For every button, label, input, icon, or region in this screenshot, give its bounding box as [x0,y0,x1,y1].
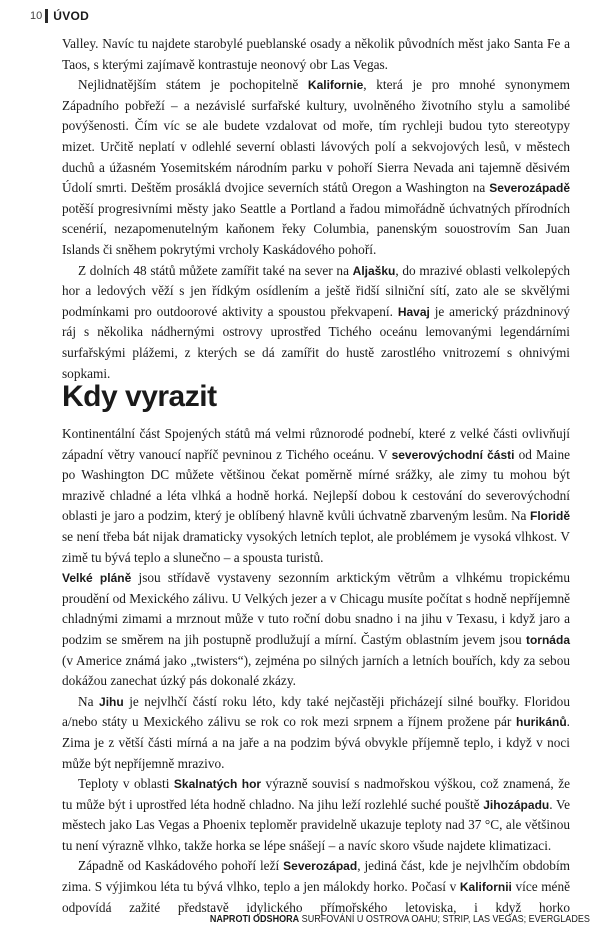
when-to-go-text [62,424,570,918]
photo-caption [210,913,590,925]
section-title: ÚVOD [53,9,90,23]
text-run: Nejlidnatějším státem je pochopitelně [78,77,308,93]
text-run: Teploty v oblasti [78,776,174,792]
text-run: , jediná část, kde je nejvlhčím obdobím zima. S výjimkou léta tu bývá vlhko, teplo a jen málokdy horko. Počasí v [62,858,570,895]
keyword: Velké pláně [62,571,132,586]
text-run: je nejvlhčí částí roku léto, kdy také nejčastěji přicházejí silné bouřky. Floridou a/nebo státy u Mexického zálivu se rok co rok mezi srpnem a říjnem prožene pár [62,693,570,730]
keyword: Severozápad [283,859,358,874]
paragraph [62,261,570,385]
text-run: výrazně souvisí s nadmořskou výškou, což znamená, že tu může být i uprostřed léta hodně chladno. Na jihu leží rozlehlé suché pouště [62,776,571,812]
keyword: Aljašku [352,263,396,278]
caption-label: NAPROTI ODSHORA [209,913,300,925]
text-run: . Zima je z větší části mírná a na jaře a na podzim bývá obvykle příjemně teplo, i když v noci může být nepříjemně mrazivo. [62,714,570,771]
intro-text [62,34,570,384]
text-run: (v Americe známá jako „twisters“), zejména po silných jarních a letních bouřích, kdy za sebou dokážou zanechat úzký pás dokonalé zkázy. [62,652,570,689]
text-run: , která je pro mnohé synonymem Západního pobřeží – a nezávislé surfařské kultury, uvolněného životního stylu a samolibé povýšenosti. Čím víc se ale budete vzdalovat od moře, tím rychleji budou tyto stereotypy mizet. Určitě neplatí v odlehlé severní oblasti lávových polí a sekvojových lesů, v městech duchů a úžasném Yosemitském národním parku v pohoří Sierra Nevada ani tajemně děsivém Údolí smrti. Deštěm prosáklá dvojice severních států Oregon a Washington na [62,77,570,196]
keyword: Skalnatých hor [173,777,262,792]
keyword: Kalifornie [307,78,364,93]
keyword: Jihu [99,694,124,709]
paragraph [62,774,570,856]
keyword: Floridě [529,509,570,524]
text-run: se není třeba bát nijak dramaticky vysokých letních teplot, ale problémem je vysoká vlhkost. V zimě tu bývá teplo a slunečno – a spousta turistů. [62,528,570,565]
text-run: Z dolních 48 států můžete zamířit také na sever na [78,262,353,278]
paragraph [62,424,570,568]
paragraph [62,856,570,918]
keyword: Jihozápadu [483,797,550,812]
section-heading: Kdy vyrazit [62,380,217,413]
text-run: od Maine po Washington DC můžete většinou čekat poměrně mírné srážky, ale zimy tu mohou být mrazivě chladné a léta vlhká a hodně horká. Nejlepší dobou k cestování do severovýchodní oblasti je jaro a podzim, který je oblíbený hlavně kvůli úchvatně zbarveným lesům. Na [62,446,570,524]
paragraph [62,75,570,260]
text-run: . Ve městech jako Las Vegas a Phoenix teploměr pravidelně ukazuje teploty nad 37 °C, ale většinou tu není výrazně vlhko, takže horka se lépe snášejí – a navíc skoro všude najdete klimatizaci. [62,796,570,853]
text-run: Západně od Kaskádového pohoří leží [78,858,284,874]
text-run: jsou střídavě vystaveny sezonním arktickým větrům a vlhkému tropickému proudění od Mexického zálivu. U Velkých jezer a v Chicagu musíte počítat s hodně nepříjemně chladnými zimami a mrznout může v tuto roční dobu snadno i na jihu v Texasu, i když jaro a podzim se směrem na jih postupně prodlužují a mírní. Častým oblastním jevem jsou [62,570,570,647]
text-run: Valley. Navíc tu najdete starobylé pueblanské osady a několik původních měst jako Santa Fe a Taos, s kterými zajímavě kontrastuje neonový obr Las Vegas. [62,36,570,72]
text-run: , do mrazivé oblasti velkolepých hor a ledových věží s jen řídkým osídlením a ještě řidší silniční sítí, zato ale se skvělými podmínkami pro outdoorové aktivity a spoustou překvapení. [62,262,570,319]
text-run: Na [78,693,100,709]
paragraph [62,34,570,75]
header-divider [45,9,48,23]
paragraph [62,692,570,774]
text-run: je americký prázdninový ráj s několika nádhernými ostrovy uprostřed Tichého oceánu lemovanými legendárními surfařskými plážemi, z kterých se dá zamířit do hustě zarostlého vnitrozemí s ohnivými sopkami. [62,303,570,381]
running-header [30,8,89,24]
keyword: Severozápadě [489,181,570,196]
keyword: hurikánů [516,715,567,730]
caption-text: SURFOVÁNÍ U OSTROVA OAHU; STRIP, LAS VEGAS; EVERGLADES [299,913,590,925]
keyword: Havaj [397,304,430,319]
text-run: potěší progresivními městy jako Seattle a Portland a řadou mimořádně úchvatných přírodních scenérií, nezapomenutelným kaňonem řeky Columbia, panenským souostrovím San Juan Islands či sněhem pokrytými vrcholy Kaskádového pohoří. [62,200,570,257]
keyword: severovýchodní části [391,447,515,462]
page-number: 10 [30,10,43,22]
text-run: Kontinentální část Spojených států má velmi různorodé podnebí, které z velké části ovlivňují západní větry vanoucí napříč pevninou z Tichého oceánu. V [62,426,570,462]
text-run: více méně odpovídá zažité představě idylického přímořského letoviska, i když horko [62,879,571,915]
keyword: Kalifornii [459,880,512,895]
keyword: tornáda [525,632,570,647]
paragraph [62,568,570,692]
